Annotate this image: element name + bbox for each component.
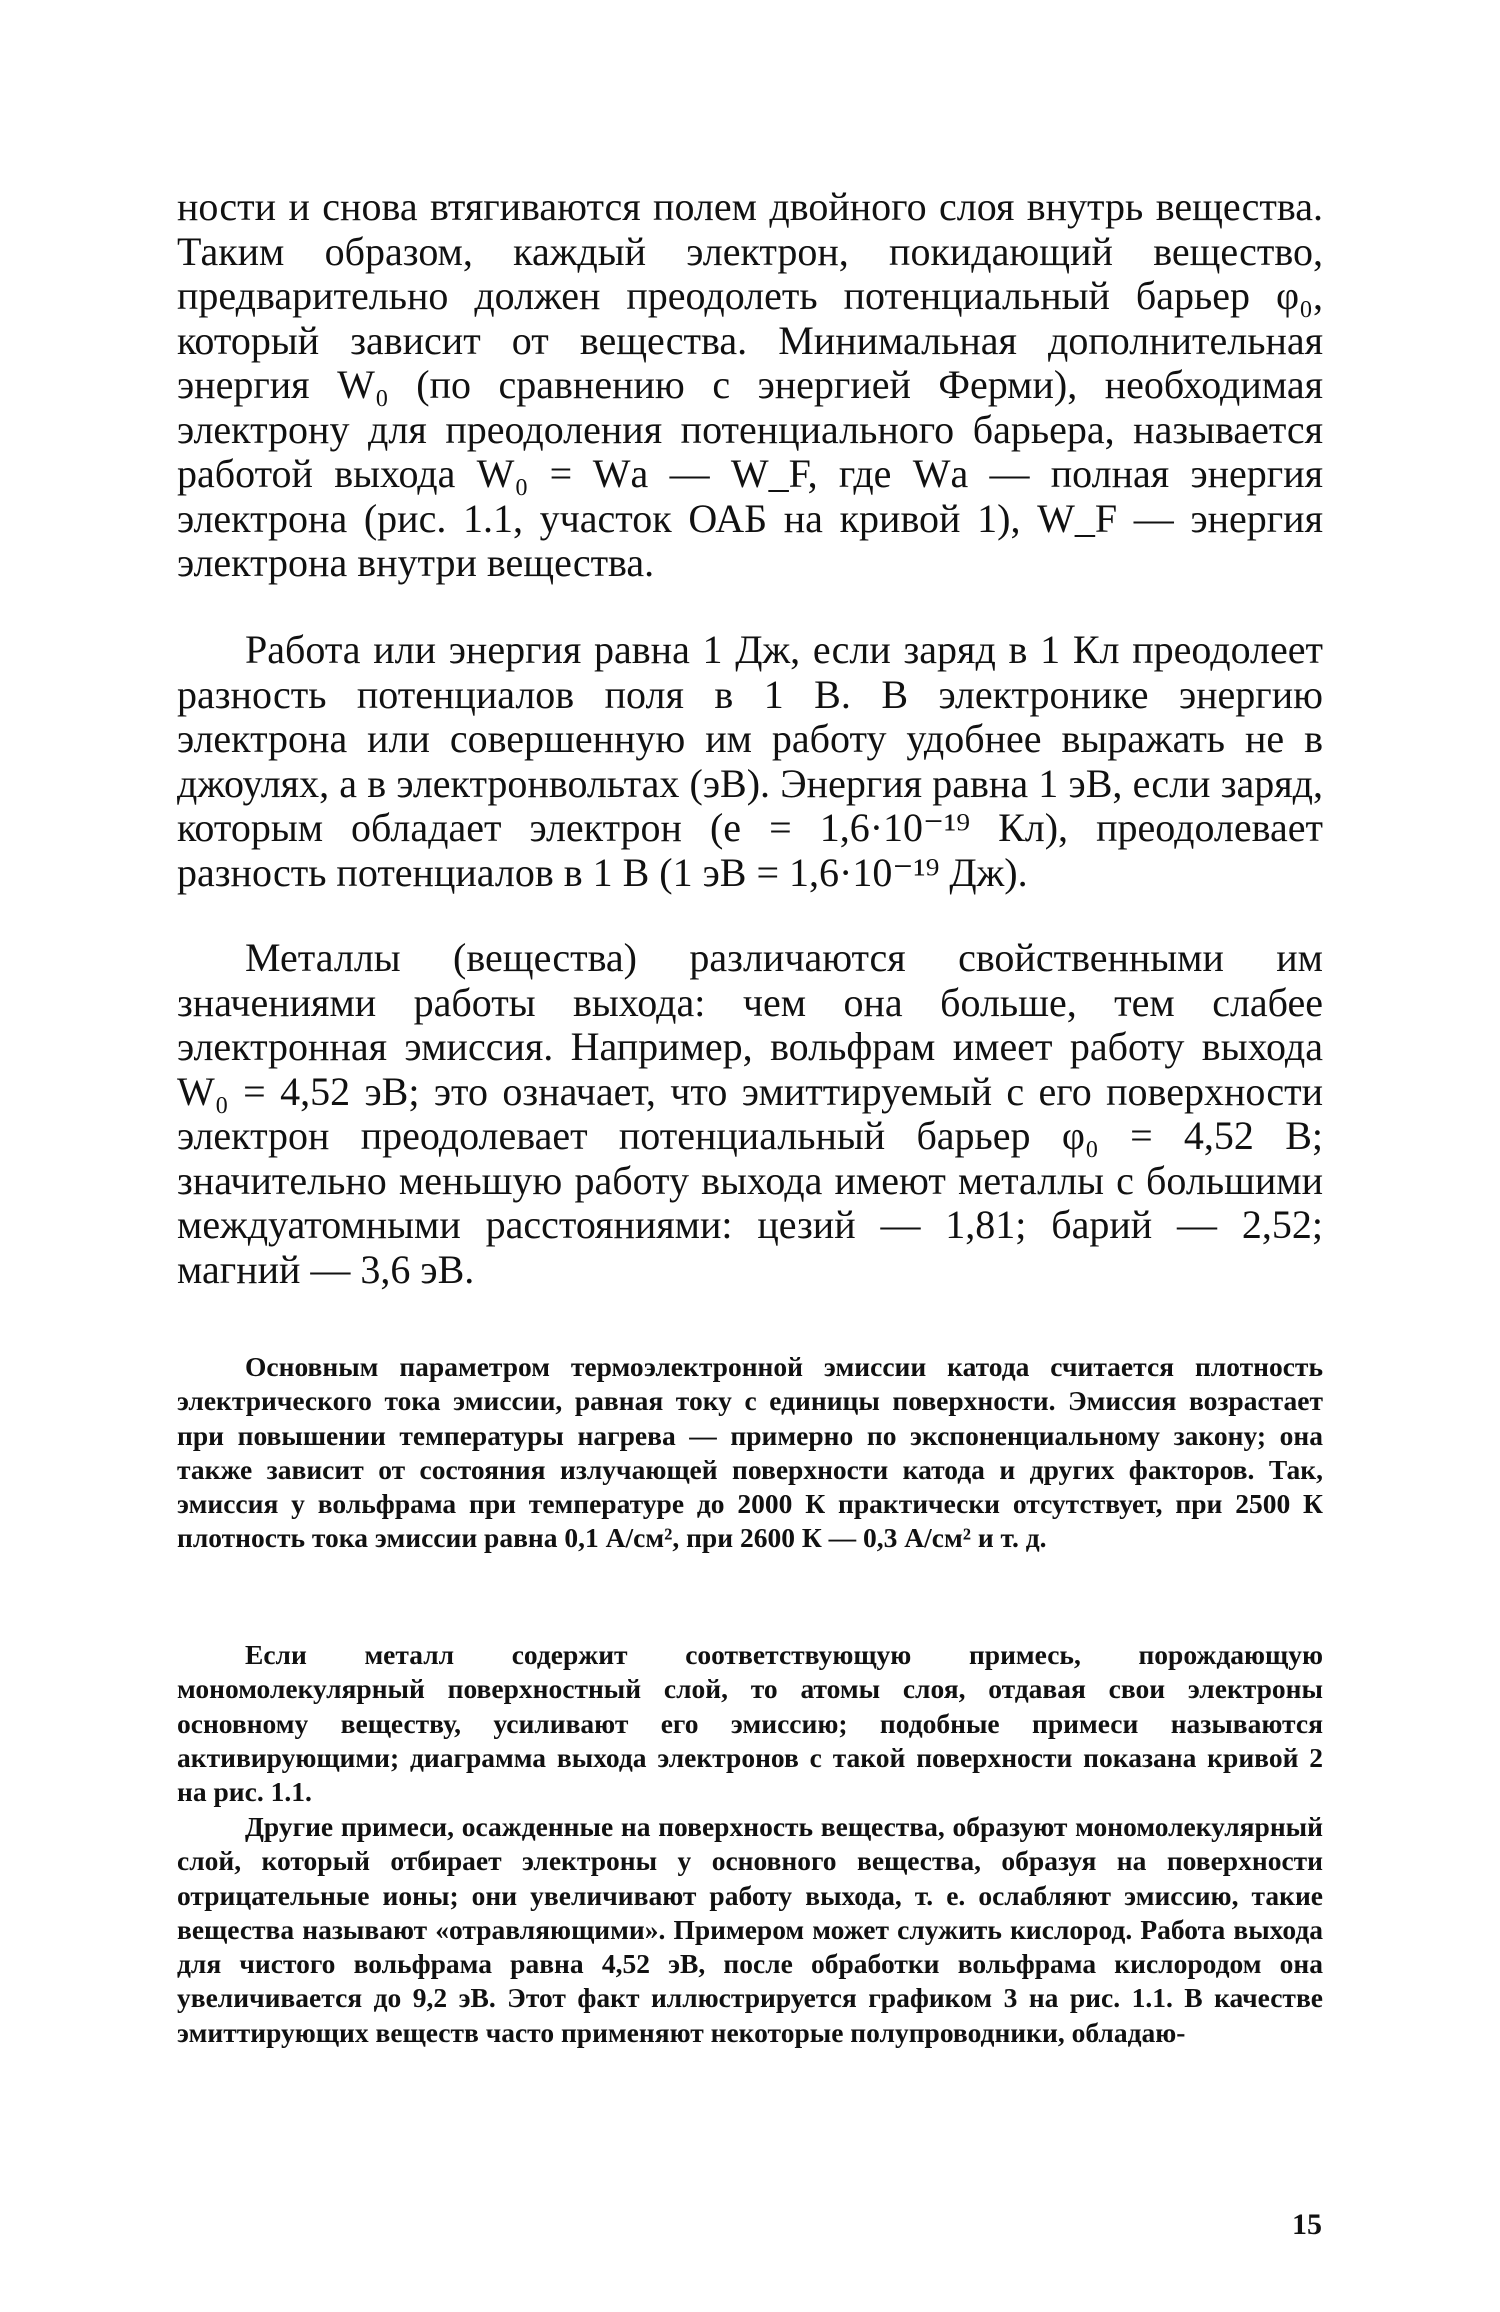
paragraph-work-function-definition: ности и снова втягиваются полем двойного слоя внутрь вещества. Таким образом, каждый электрон, покидающий вещество, предварительно должен преодолеть потенциальный барьер φ₀, который зависит от вещества. Минимальная дополнительная энергия W₀ (по сравнению с энергией Ферми), необходимая электрону для преодоления потенциального барьера, называется работой выхода W₀ = Wа — W_F, где Wа — полная энергия электрона (рис. 1.1, участок ОАБ на кривой 1), W_F — энергия электрона внутри вещества. [177, 184, 1323, 585]
paragraph-thermionic-emission: Основным параметром термоэлектронной эмиссии катода считается плотность электрического тока эмиссии, равная току с единицы поверхности. Эмиссия возрастает при повышении температуры нагрева — примерно по экспоненциальному закону; она также зависит от состояния излучающей поверхности катода и других факторов. Так, эмиссия у вольфрама при температуре до 2000 К практически отсутствует, при 2500 К плотность тока эмиссии равна 0,1 А/см², при 2600 К — 0,3 А/см² и т. д. [177, 1351, 1323, 1554]
page-number: 15 [1292, 2208, 1322, 2241]
paragraph-poisoning-impurities: Другие примеси, осажденные на поверхность вещества, образуют мономолекулярный слой, который отбирает электроны у основного вещества, образуя на поверхности отрицательные ионы; они увеличивают работу выхода, т. е. ослабляют эмиссию, такие вещества называют «отравляющими». Примером может служить кислород. Работа выхода для чистого вольфрама равна 4,52 эВ, после обработки вольфрама кислородом она увеличивается до 9,2 эВ. Этот факт иллюстрируется графиком 3 на рис. 1.1. В качестве эмиттирующих веществ часто применяют некоторые полупроводники, обладаю- [177, 1811, 1323, 2048]
paragraph-activating-impurities: Если металл содержит соответствующую примесь, порождающую мономолекулярный поверхностный слой, то атомы слоя, отдавая свои электроны основному веществу, усиливают его эмиссию; подобные примеси называются активирующими; диаграмма выхода электронов с такой поверхности показана кривой 2 на рис. 1.1. [177, 1639, 1323, 1808]
paragraph-metals-work-function: Металлы (вещества) различаются свойственными им значениями работы выхода: чем она больше, тем слабее электронная эмиссия. Например, вольфрам имеет работу выхода W₀ = 4,52 эВ; это означает, что эмиттируемый с его поверхности электрон преодолевает потенциальный барьер φ₀ = 4,52 В; значительно меньшую работу выхода имеют металлы с большими междуатомными расстояниями: цезий — 1,81; барий — 2,52; магний — 3,6 эВ. [177, 935, 1323, 1292]
paragraph-electronvolt: Работа или энергия равна 1 Дж, если заряд в 1 Кл преодолеет разность потенциалов поля в 1 В. В электронике энергию электрона или совершенную им работу удобнее выражать не в джоулях, а в электронвольтах (эВ). Энергия равна 1 эВ, если заряд, которым обладает электрон (e = 1,6·10⁻¹⁹ Кл), преодолевает разность потенциалов в 1 В (1 эВ = 1,6·10⁻¹⁹ Дж). [177, 627, 1323, 895]
